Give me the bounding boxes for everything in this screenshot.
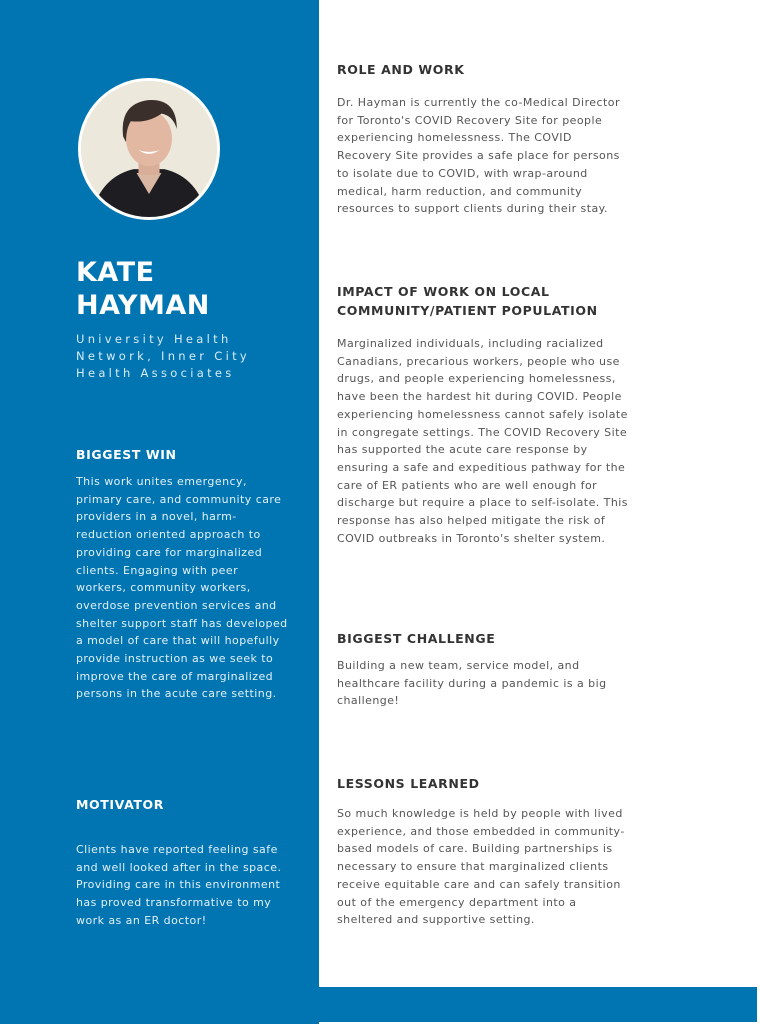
impact-heading: IMPACT OF WORK ON LOCAL COMMUNITY/PATIENT POPULATION: [337, 284, 598, 318]
first-name: KATE: [76, 257, 155, 288]
challenge-text: Building a new team, service model, and healthcare facility during a pandemic is a big challenge!: [337, 659, 607, 708]
role-heading: ROLE AND WORK: [337, 62, 465, 77]
portrait-photo-icon: [81, 81, 217, 217]
lessons-heading: LESSONS LEARNED: [337, 776, 480, 791]
lessons-text: So much knowledge is held by people with lived experience, and those embedded in community-based models of care. Building partnerships is necessary to ensure that marginalized clients receive equitable care and can safely transition out of the emergency department into a sheltered and supportive setting.: [337, 807, 625, 927]
profile-sidebar: [0, 0, 319, 1024]
last-name: HAYMAN: [76, 290, 210, 321]
affiliation: University Health Network, Inner City Health Associates: [76, 332, 250, 380]
profile-name: [76, 256, 210, 322]
avatar: [78, 78, 220, 220]
biggest-win-text: This work unites emergency, primary care, and community care providers in a novel, harm-reduction oriented approach to providing care for marginalized clients. Engaging with peer workers, community workers, overdose prevention services and shelter support staff has developed a model of care that will hopefully provide instruction as we seek to improve the care of marginalized persons in the acute care setting.: [76, 475, 288, 701]
challenge-heading: BIGGEST CHALLENGE: [337, 631, 496, 646]
role-text: Dr. Hayman is currently the co-Medical Director for Toronto's COVID Recovery Site for people experiencing homelessness. The COVID Recovery Site provides a safe place for persons to isolate due to COVID, with wrap-around medical, harm reduction, and community resources to support clients during their stay.: [337, 96, 620, 216]
footer-accent-bar: [319, 987, 757, 1022]
biggest-win-heading: BIGGEST WIN: [76, 447, 177, 462]
impact-text: Marginalized individuals, including racialized Canadians, precarious workers, people who use drugs, and people experiencing homelessness, have been the hardest hit during COVID. People experiencing homelessness cannot safely isolate in congregate settings. The COVID Recovery Site has supported the acute care response by ensuring a safe and expeditious pathway for the care of ER patients who are well enough for discharge but require a place to self-isolate. This response has also helped mitigate the risk of COVID outbreaks in Toronto's shelter system.: [337, 337, 628, 545]
motivator-text: Clients have reported feeling safe and well looked after in the space. Providing care in this environment has proved transformative to my work as an ER doctor!: [76, 843, 282, 927]
motivator-heading: MOTIVATOR: [76, 797, 164, 812]
